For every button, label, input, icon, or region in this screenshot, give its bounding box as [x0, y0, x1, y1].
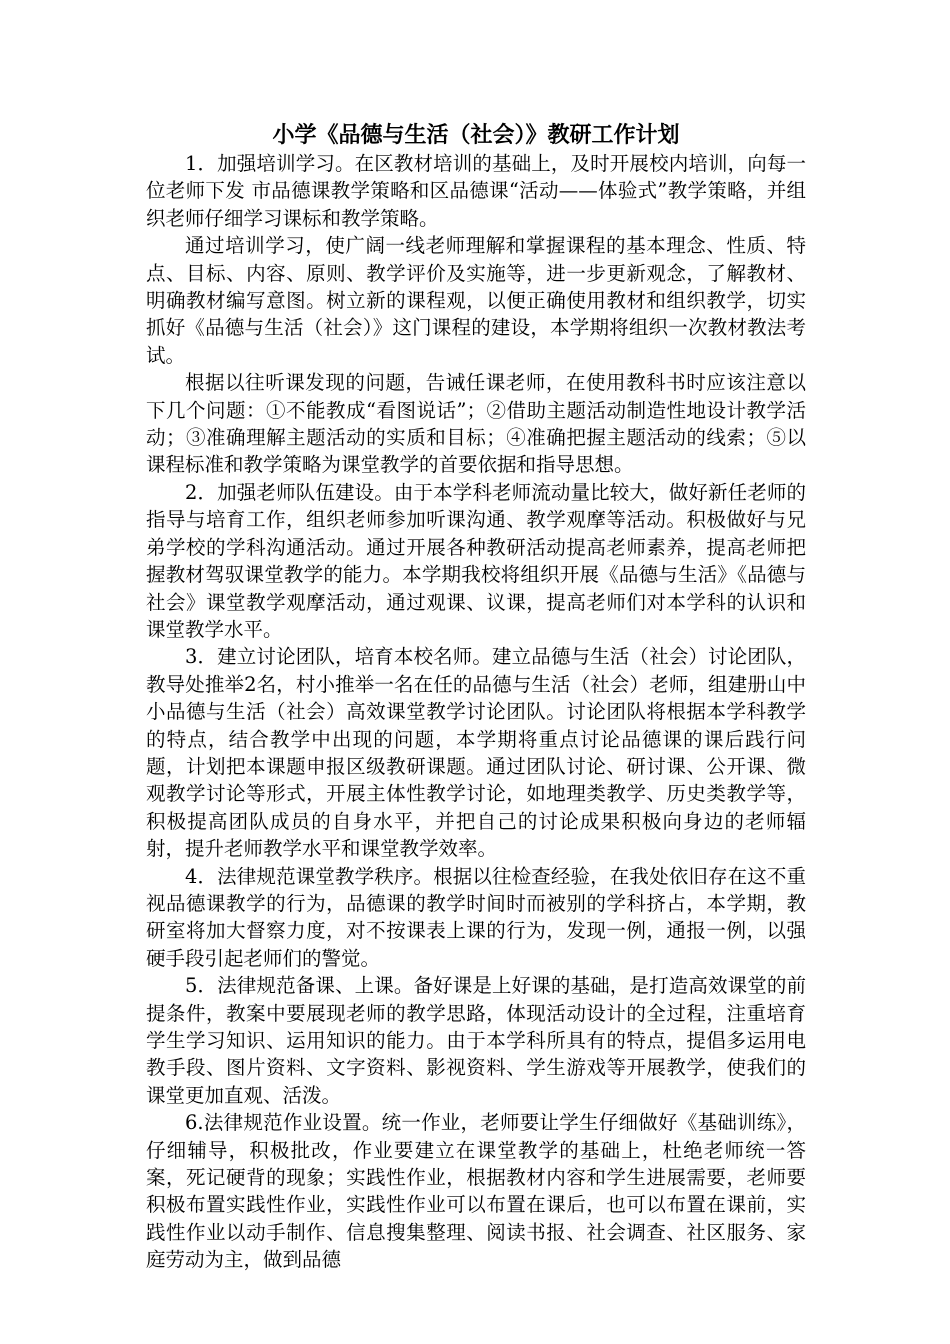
paragraph-research-team: 3．建立讨论团队，培育本校名师。建立品德与生活（社会）讨论团队，教导处推举2名，村小推举一名在任的品德与生活（社会）老师，组建册山中小品德与生活（社会）高效课堂教学讨论团队。讨论团队将根据本学科教学的特点，结合教学中出现的问题，本学期将重点讨论品德课的课后践行问题，计划把本课题申报区级教研课题。通过团队讨论、研讨课、公开课、微观教学讨论等形式，开展主体性教学讨论，如地理类教学、历史类教学等，积极提高团队成员的自身水平，并把自己的讨论成果积极向身边的老师辐射，提升老师教学水平和课堂教学效率。 [146, 645, 806, 861]
paragraph-training: 1．加强培训学习。在区教材培训的基础上，及时开展校内培训，向每一位老师下发 市品德课教学策略和区品德课“活动——体验式”教学策略，并组织老师仔细学习课标和教学策略。 [146, 152, 806, 230]
document-body [146, 150, 806, 1274]
paragraph-teacher-team: 2．加强老师队伍建设。由于本学科老师流动量比较大，做好新任老师的指导与培育工作，组织老师参加听课沟通、教学观摩等活动。积极做好与兄弟学校的学科沟通活动。通过开展各种教研活动提高老师素养，提高老师把握教材驾驭课堂教学的能力。本学期我校将组织开展《品德与生活》《品德与社会》课堂教学观摩活动，通过观课、议课，提高老师们对本学科的认识和课堂教学水平。 [146, 480, 806, 641]
paragraph-lesson-prep: 5．法律规范备课、上课。备好课是上好课的基础，是打造高效课堂的前提条件，教案中要展现老师的教学思路，体现活动设计的全过程，注重培育学生学习知识、运用知识的能力。由于本学科所具有的特点，提倡多运用电教手段、图片资料、文字资料、影视资料、学生游戏等开展教学，使我们的课堂更加直观、活泼。 [146, 974, 806, 1107]
paragraph-homework: 6.法律规范作业设置。统一作业，老师要让学生仔细做好《基础训练》，仔细辅导，积极批改，作业要建立在课堂教学的基础上，杜绝老师统一答案，死记硬背的现象；实践性作业，根据教材内容和学生进展需要，老师要积极布置实践性作业，实践性作业可以布置在课后，也可以布置在课前，实践性作业以动手制作、信息搜集整理、阅读书报、社会调查、社区服务、家庭劳动为主，做到品德 [146, 1111, 806, 1272]
paragraph-training-goals: 通过培训学习，使广阔一线老师理解和掌握课程的基本理念、性质、特点、目标、内容、原则、教学评价及实施等，进一步更新观念，了解教材、明确教材编写意图。树立新的课程观，以便正确使用教材和组织教学，切实抓好《品德与生活（社会）》这门课程的建设，本学期将组织一次教材教法考试。 [146, 234, 806, 367]
paragraph-classroom-order: 4．法律规范课堂教学秩序。根据以往检查经验，在我处依旧存在这不重视品德课教学的行为，品德课的教学时间时而被别的学科挤占，本学期，教研室将加大督察力度，对不按课表上课的行为，发现一例，通报一例，以强硬手段引起老师们的警觉。 [146, 864, 806, 970]
paragraph-textbook-issues: 根据以往听课发现的问题，告诫任课老师，在使用教科书时应该注意以下几个问题：①不能教成“看图说话”；②借助主题活动制造性地设计教学活动；③准确理解主题活动的实质和目标；④准确把握主题活动的线索；⑤以课程标准和教学策略为课堂教学的首要依据和指导思想。 [146, 371, 806, 477]
document-title: 小学《品德与生活（社会）》教研工作计划 [272, 123, 680, 148]
